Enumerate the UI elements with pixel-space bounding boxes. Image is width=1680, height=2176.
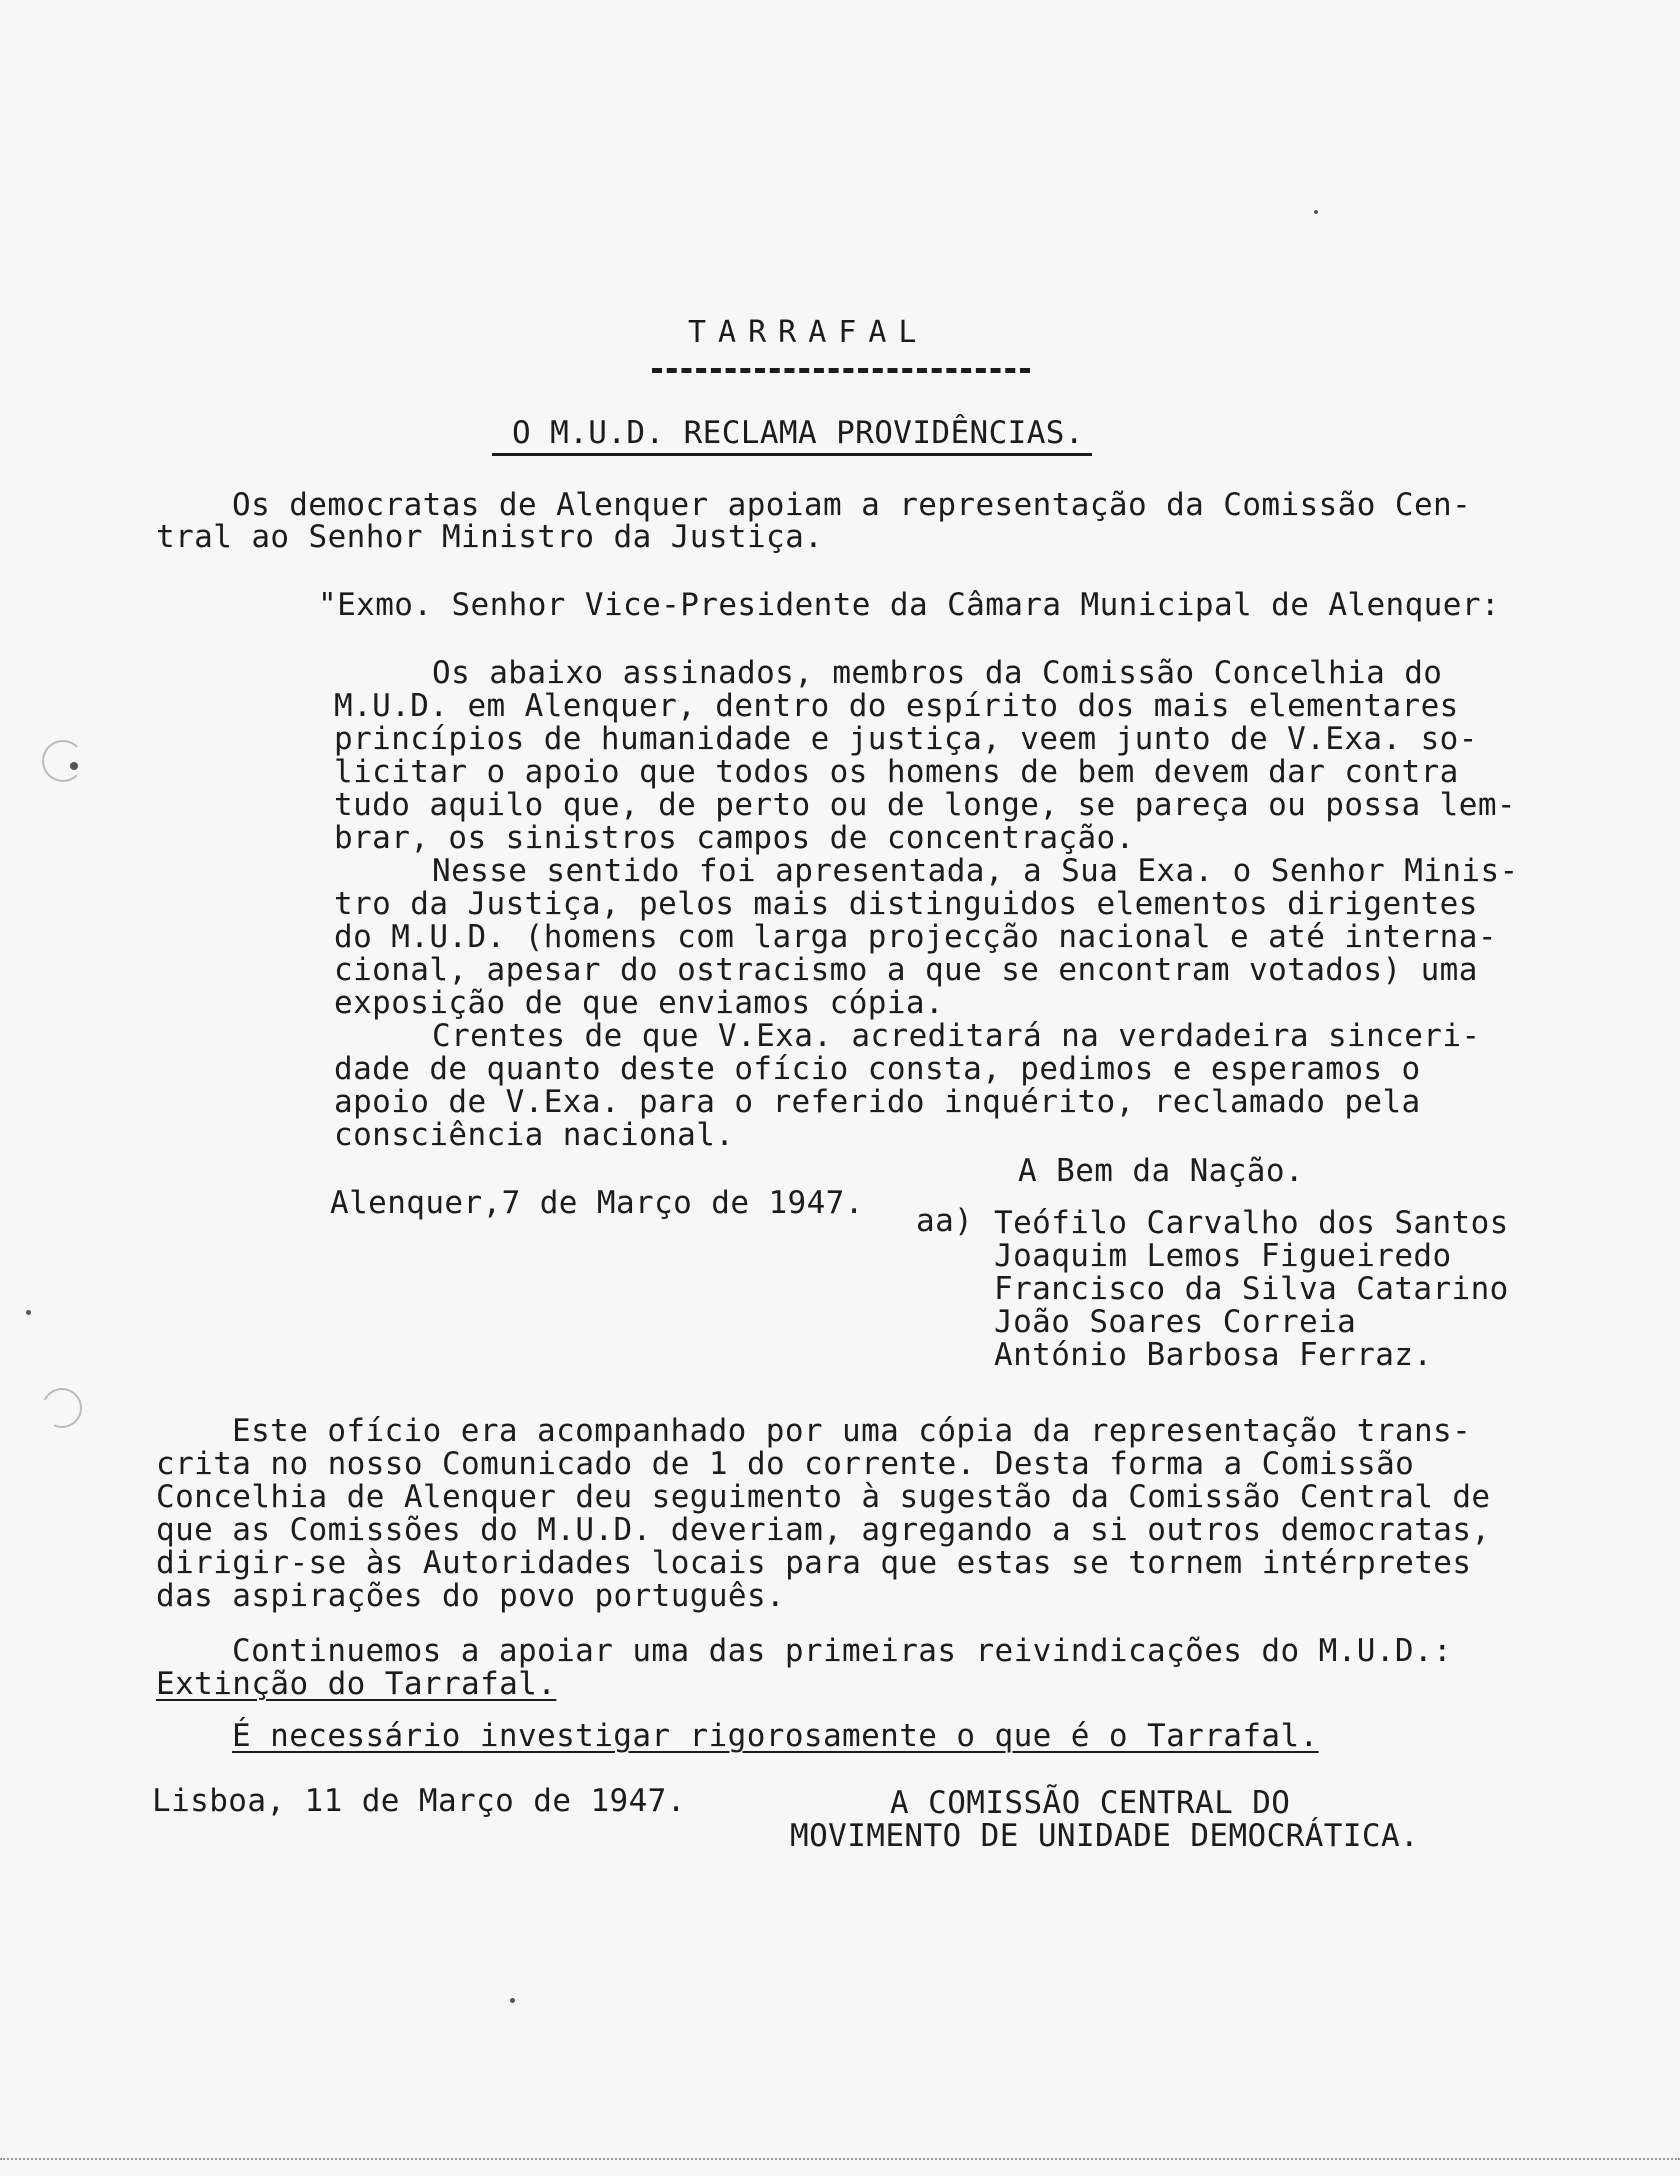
letter-line: princípios de humanidade e justiça, veem junto de V.Exa. so- bbox=[334, 721, 1478, 757]
document-title: TARRAFAL bbox=[688, 315, 929, 350]
letter-salutation: "Exmo. Senhor Vice-Presidente da Câmara Municipal de Alenquer: bbox=[318, 587, 1500, 623]
signatory-name: Teófilo Carvalho dos Santos bbox=[994, 1205, 1509, 1241]
letter-line: cional, apesar do ostracismo a que se encontram votados) uma bbox=[334, 952, 1478, 988]
letter-line: tudo aquilo que, de perto ou de longe, se pareça ou possa lem- bbox=[334, 787, 1516, 823]
letter-line: Crentes de que V.Exa. acreditará na verdadeira sinceri- bbox=[432, 1018, 1481, 1054]
ink-speck bbox=[26, 1310, 31, 1315]
letter-line: tro da Justiça, pelos mais distinguidos elementos dirigentes bbox=[334, 886, 1478, 922]
signatory-name: Joaquim Lemos Figueiredo bbox=[994, 1238, 1452, 1274]
letter-line: consciência nacional. bbox=[334, 1117, 735, 1153]
signatory-name: Francisco da Silva Catarino bbox=[994, 1271, 1509, 1307]
title-dashed-rule bbox=[652, 368, 1030, 373]
letter-line: apoio de V.Exa. para o referido inquérito, reclamado pela bbox=[334, 1084, 1421, 1120]
letter-line: M.U.D. em Alenquer, dentro do espírito dos mais elementares bbox=[334, 688, 1459, 724]
letter-line: dade de quanto deste ofício consta, pedimos e esperamos o bbox=[334, 1051, 1421, 1087]
appeal-underlined: Extinção do Tarrafal. bbox=[156, 1666, 557, 1702]
letter-closing: A Bem da Nação. bbox=[1018, 1153, 1304, 1189]
ink-speck bbox=[70, 762, 78, 770]
punch-hole-mark bbox=[42, 740, 84, 782]
commentary-line: que as Comissões do M.U.D. deveriam, agregando a si outros democratas, bbox=[156, 1512, 1491, 1548]
appeal-line: Continuemos a apoiar uma das primeiras reivindicações do M.U.D.: bbox=[232, 1633, 1453, 1669]
letter-line: Nesse sentido foi apresentada, a Sua Exa. o Senhor Minis- bbox=[432, 853, 1519, 889]
commentary-line: Este ofício era acompanhado por uma cópia da representação trans- bbox=[232, 1413, 1472, 1449]
document-subtitle: O M.U.D. RECLAMA PROVIDÊNCIAS. bbox=[492, 415, 1092, 456]
ink-speck bbox=[510, 1998, 515, 2003]
commentary-line: dirigir-se às Autoridades locais para que estas se tornem intérpretes bbox=[156, 1545, 1472, 1581]
letter-line: exposição de que enviamos cópia. bbox=[334, 985, 945, 1021]
ink-speck bbox=[1314, 210, 1318, 214]
letter-line: Os abaixo assinados, membros da Comissão Concelhia do bbox=[432, 655, 1443, 691]
signatures-prefix: aa) bbox=[916, 1203, 974, 1239]
page-bottom-edge bbox=[0, 2158, 1680, 2160]
intro-line: tral ao Senhor Ministro da Justiça. bbox=[156, 519, 824, 555]
intro-line: Os democratas de Alenquer apoiam a representação da Comissão Cen- bbox=[232, 487, 1472, 523]
commentary-line: crita no nosso Comunicado de 1 do corrente. Desta forma a Comissão bbox=[156, 1446, 1415, 1482]
letter-line: do M.U.D. (homens com larga projecção nacional e até interna- bbox=[334, 919, 1497, 955]
letter-date: Alenquer,7 de Março de 1947. bbox=[330, 1185, 864, 1221]
commentary-line: Concelhia de Alenquer deu seguimento à sugestão da Comissão Central de bbox=[156, 1479, 1491, 1515]
commentary-line: das aspirações do povo português. bbox=[156, 1578, 786, 1614]
signatory-name: João Soares Correia bbox=[994, 1304, 1357, 1340]
letter-line: brar, os sinistros campos de concentração. bbox=[334, 820, 1135, 856]
final-date: Lisboa, 11 de Março de 1947. bbox=[152, 1783, 686, 1819]
issuer-line: MOVIMENTO DE UNIDADE DEMOCRÁTICA. bbox=[790, 1818, 1420, 1854]
final-statement: É necessário investigar rigorosamente o que é o Tarrafal. bbox=[232, 1718, 1319, 1754]
punch-hole-mark bbox=[36, 1382, 87, 1433]
issuer-line: A COMISSÃO CENTRAL DO bbox=[890, 1785, 1291, 1821]
letter-line: licitar o apoio que todos os homens de bem devem dar contra bbox=[334, 754, 1459, 790]
signatory-name: António Barbosa Ferraz. bbox=[994, 1337, 1433, 1373]
